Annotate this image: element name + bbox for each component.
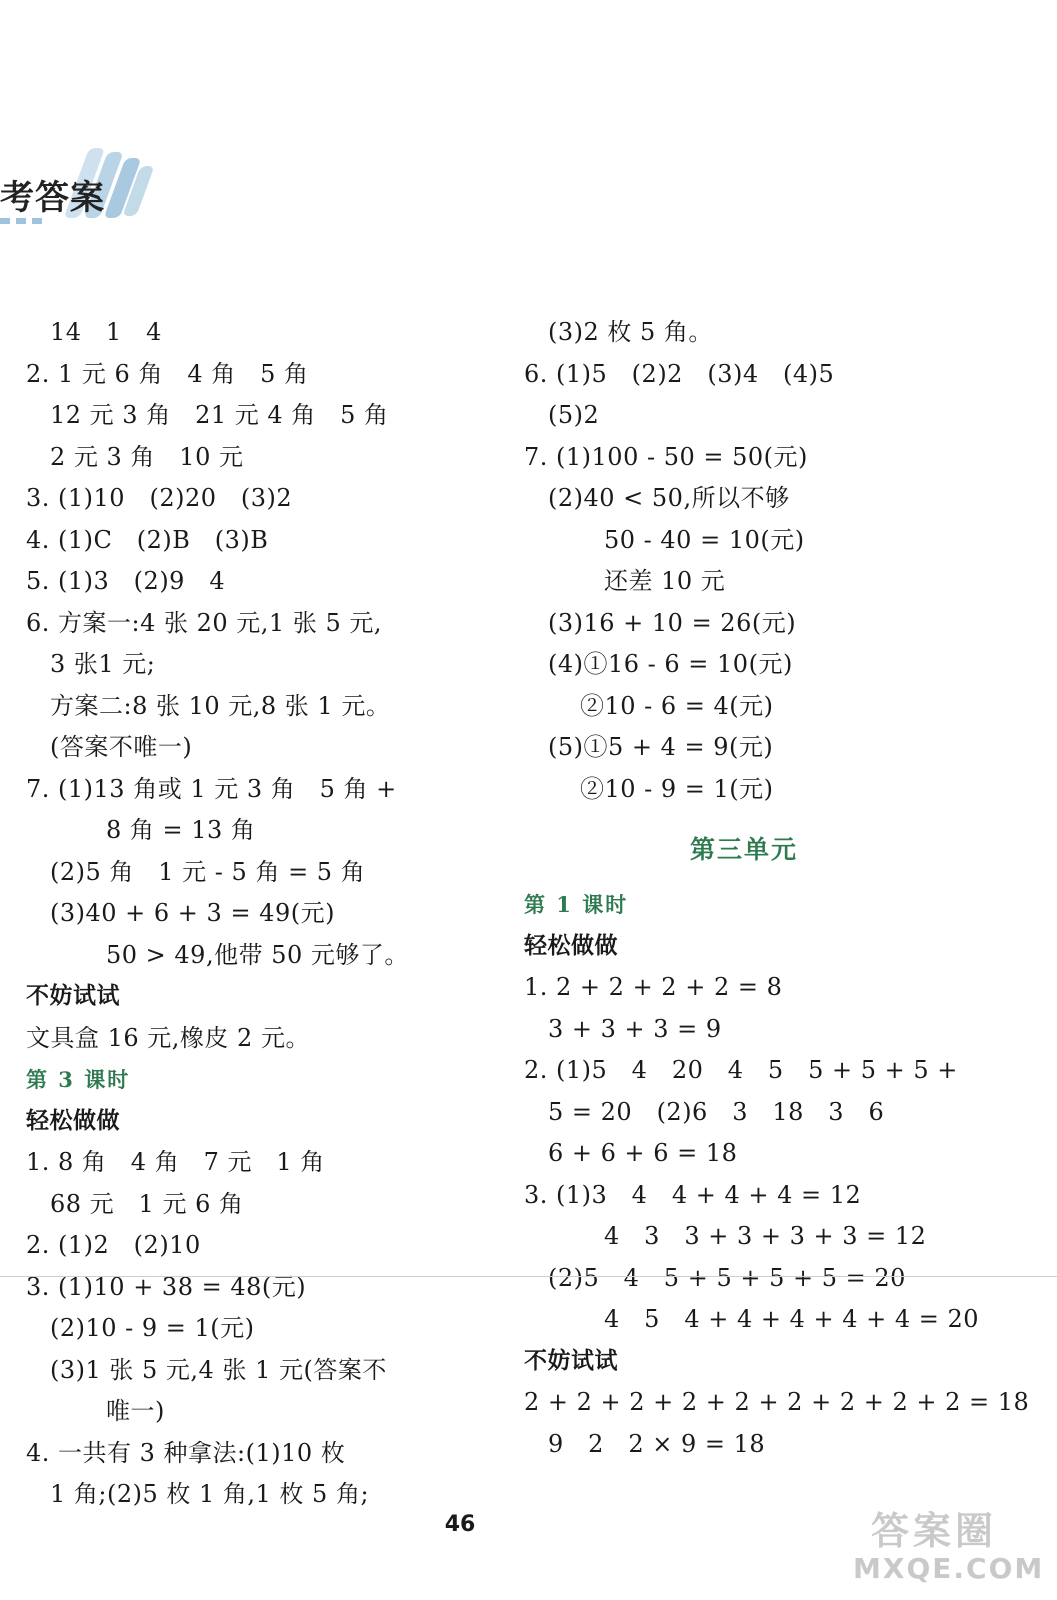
answer-line: 14 1 4 (50, 318, 162, 346)
answer-line: 5. (1)3 (2)9 4 (26, 567, 226, 595)
answer-line: 3. (1)3 4 4 + 4 + 4 = 12 (524, 1180, 862, 1209)
answer-line: 4. (1)C (2)B (3)B (26, 525, 269, 554)
answer-line: 7. (1)13 角或 1 元 3 角 5 角 + (26, 774, 397, 803)
answer-line: 8 角 = 13 角 (106, 816, 256, 844)
answer-line: ②10 - 6 = 4(元) (580, 691, 774, 720)
answer-line: 2 + 2 + 2 + 2 + 2 + 2 + 2 + 2 + 2 = 18 (524, 1388, 1030, 1416)
answer-line: (2)5 4 5 + 5 + 5 + 5 = 20 (548, 1263, 906, 1292)
answer-line: 2 元 3 角 10 元 (50, 442, 244, 471)
watermark (843, 1500, 1053, 1596)
answer-line: 3 张1 元; (50, 650, 156, 678)
answer-line: 唯一) (106, 1397, 165, 1425)
answer-line: 1 角;(2)5 枚 1 角,1 枚 5 角; (50, 1480, 370, 1508)
answer-line: (3)40 + 6 + 3 = 49(元) (50, 899, 335, 927)
answer-line: ②10 - 9 = 1(元) (580, 774, 774, 803)
watermark-url: MXQE.COM (853, 1552, 1045, 1585)
answer-line: (4)①16 - 6 = 10(元) (548, 650, 793, 678)
answer-line: 7. (1)100 - 50 = 50(元) (524, 442, 808, 471)
answer-line: 6 + 6 + 6 = 18 (548, 1139, 738, 1167)
answer-line: 4 5 4 + 4 + 4 + 4 + 4 = 20 (604, 1305, 980, 1333)
answer-line: 方案二:8 张 10 元,8 张 1 元。 (50, 691, 391, 720)
section-heading: 轻松做做 (26, 1107, 120, 1134)
answer-line: 4 3 3 + 3 + 3 + 3 = 12 (604, 1222, 927, 1250)
answer-line: 还差 10 元 (604, 567, 726, 595)
answer-line: 1. 8 角 4 角 7 元 1 角 (26, 1148, 325, 1176)
answer-line: (3)1 张 5 元,4 张 1 元(答案不 (50, 1355, 387, 1384)
section-heading: 不妨试试 (524, 1347, 618, 1374)
answer-line: (答案不唯一) (50, 733, 193, 761)
answer-line: (5)2 (548, 401, 600, 429)
answer-line: 68 元 1 元 6 角 (50, 1189, 244, 1218)
answer-line: 12 元 3 角 21 元 4 角 5 角 (50, 401, 389, 429)
answer-line: 3. (1)10 + 38 = 48(元) (26, 1272, 307, 1301)
answer-line: 4. 一共有 3 种拿法:(1)10 枚 (26, 1438, 346, 1467)
left-answer-column (26, 312, 456, 1516)
header-title: 考答案 (0, 178, 105, 218)
answer-line: (2)40 < 50,所以不够 (548, 484, 790, 512)
watermark-text: 答案圈 (871, 1509, 998, 1553)
answer-line: 1. 2 + 2 + 2 + 2 = 8 (524, 973, 783, 1001)
answer-line: 6. (1)5 (2)2 (3)4 (4)5 (524, 359, 835, 388)
unit-heading: 第三单元 (689, 835, 798, 864)
answer-line: (3)16 + 10 = 26(元) (548, 608, 797, 637)
answer-line: (3)2 枚 5 角。 (548, 318, 713, 346)
answer-line: 50 - 40 = 10(元) (604, 525, 805, 554)
answer-line: 6. 方案一:4 张 20 元,1 张 5 元, (26, 608, 382, 637)
answer-line: 2. 1 元 6 角 4 角 5 角 (26, 359, 309, 388)
answer-line: (2)10 - 9 = 1(元) (50, 1314, 255, 1342)
answer-line: 文具盒 16 元,橡皮 2 元。 (26, 1023, 310, 1052)
answer-line: 2. (1)5 4 20 4 5 5 + 5 + 5 + (524, 1056, 958, 1084)
answer-line: 9 2 2 × 9 = 18 (548, 1429, 766, 1458)
section-heading: 不妨试试 (26, 983, 120, 1009)
answer-line: 3. (1)10 (2)20 (3)2 (26, 484, 293, 512)
section-heading: 轻松做做 (524, 932, 618, 959)
lesson-heading: 第 1 课时 (524, 892, 629, 917)
answer-line: 2. (1)2 (2)10 (26, 1231, 201, 1259)
answer-header (0, 140, 170, 230)
right-answer-column (524, 312, 1030, 1465)
answer-line: (2)5 角 1 元 - 5 角 = 5 角 (50, 857, 366, 886)
answer-line: (5)①5 + 4 = 9(元) (548, 733, 774, 761)
answer-line: 3 + 3 + 3 = 9 (548, 1014, 722, 1043)
answer-line: 50 > 49,他带 50 元够了。 (106, 940, 409, 969)
lesson-heading: 第 3 课时 (26, 1067, 131, 1092)
scan-fold-line (0, 1276, 1057, 1277)
page-number: 46 (444, 1512, 476, 1537)
answer-line: 5 = 20 (2)6 3 18 3 6 (548, 1097, 885, 1126)
